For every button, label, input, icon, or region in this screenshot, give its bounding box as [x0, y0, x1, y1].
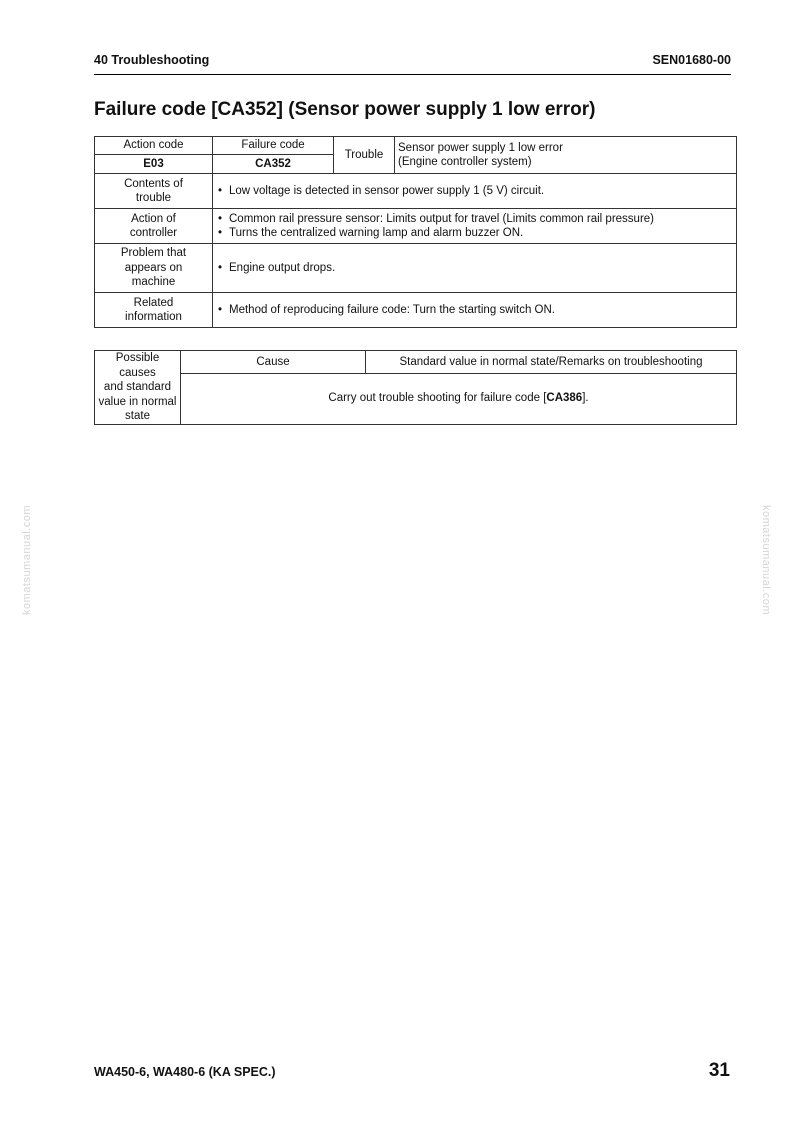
related-information-value [213, 293, 737, 328]
cause-header: Cause [181, 351, 366, 374]
trouble-line: (Engine controller system) [398, 156, 532, 168]
related-information-label: Related information [95, 293, 213, 328]
section-title: 40 Troubleshooting [94, 53, 210, 67]
failure-info-table [94, 136, 737, 328]
contents-of-trouble-label: Contents of trouble [95, 174, 213, 209]
trouble-label: Trouble [334, 137, 395, 174]
list-item: • Turns the centralized warning lamp and alarm buzzer ON. [218, 226, 731, 241]
header-divider [94, 74, 731, 75]
trouble-line: Sensor power supply 1 low error [398, 141, 563, 154]
cause-instruction: Carry out trouble shooting for failure code [CA386]. [181, 373, 737, 424]
failure-code-value: CA352 [213, 155, 334, 174]
page-header [94, 53, 731, 67]
action-of-controller-value [213, 209, 737, 244]
list-item: • Engine output drops. [218, 261, 731, 276]
standard-value-header: Standard value in normal state/Remarks on troubleshooting [366, 351, 737, 374]
problem-on-machine-label: Problem that appears on machine [95, 244, 213, 293]
list-item: • Method of reproducing failure code: Turn the starting switch ON. [218, 303, 731, 318]
page-title: Failure code [CA352] (Sensor power supply 1 low error) [94, 99, 596, 120]
referenced-failure-code: CA386 [546, 392, 583, 405]
list-item: • Common rail pressure sensor: Limits output for travel (Limits common rail pressure) [218, 212, 731, 227]
footer-models: WA450-6, WA480-6 (KA SPEC.) [94, 1065, 276, 1079]
page-number: 31 [708, 1060, 730, 1081]
list-item: • Low voltage is detected in sensor power supply 1 (5 V) circuit. [218, 184, 731, 199]
action-code-value: E03 [95, 155, 213, 174]
watermark-left: komatsumanual.com [21, 505, 33, 615]
action-of-controller-label: Action of controller [95, 209, 213, 244]
watermark-right: komatsumanual.com [760, 505, 772, 615]
document-id: SEN01680-00 [652, 53, 731, 67]
contents-of-trouble-value [213, 174, 737, 209]
possible-causes-label: Possible causes and standard value in normal state [95, 351, 181, 425]
trouble-description [395, 137, 737, 174]
problem-on-machine-value [213, 244, 737, 293]
failure-code-label: Failure code [213, 137, 334, 155]
action-code-label: Action code [95, 137, 213, 155]
possible-causes-table [94, 350, 737, 425]
